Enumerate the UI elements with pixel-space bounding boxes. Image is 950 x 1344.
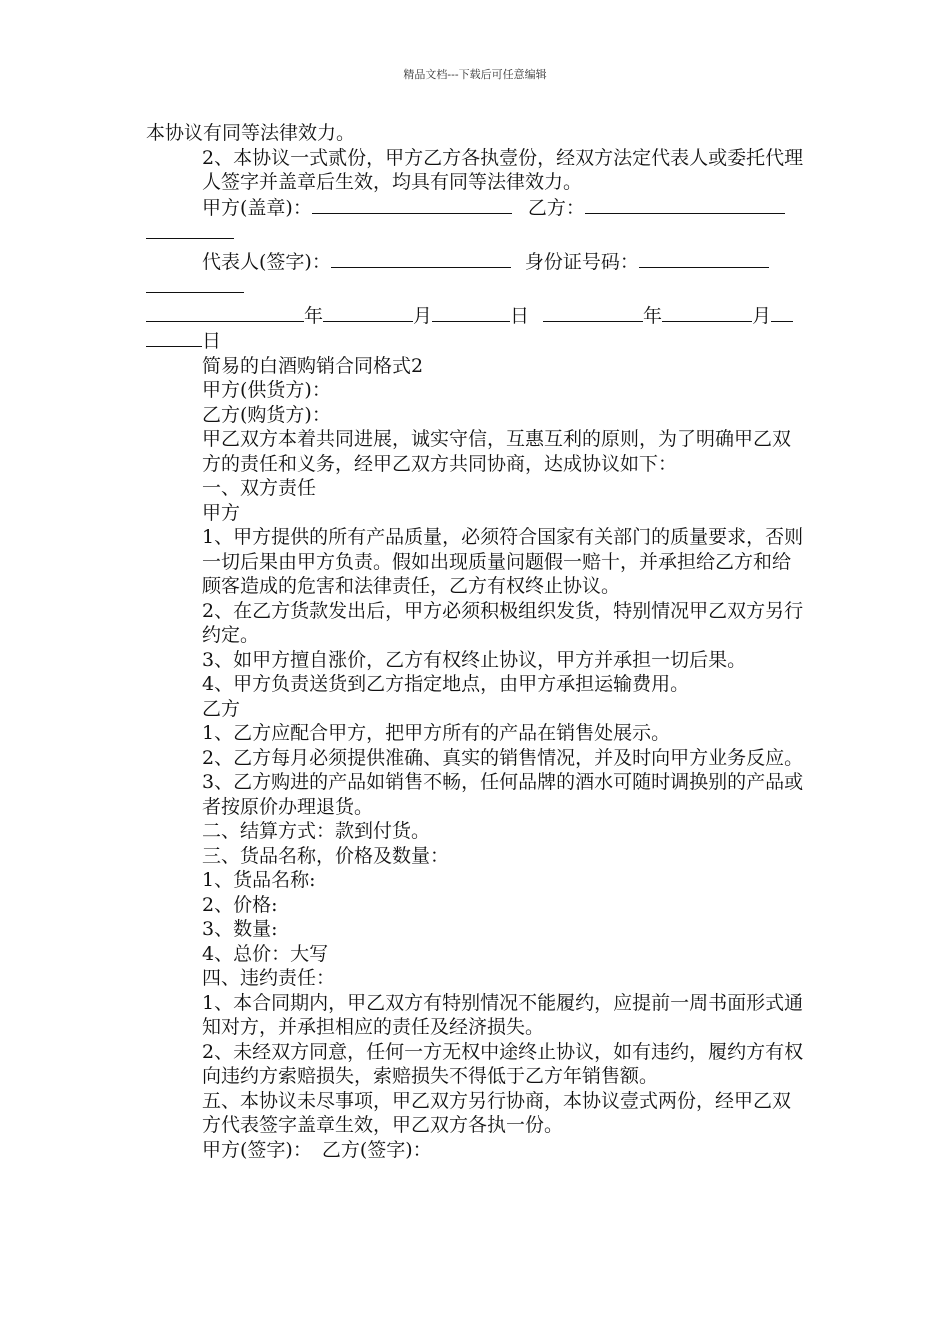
blank-field xyxy=(543,303,643,322)
blank-field xyxy=(146,274,244,293)
party-supplier: 甲方(供货方)： xyxy=(202,379,331,401)
label-month: 月 xyxy=(752,304,772,327)
label-rep-sign: 代表人(签字)： xyxy=(202,250,331,273)
label-id-number: 身份证号码： xyxy=(524,250,639,273)
blank-field xyxy=(146,220,234,239)
blank-continuation xyxy=(146,274,808,300)
blank-continuation xyxy=(146,220,808,246)
label-year: 年 xyxy=(304,304,324,327)
subsection-heading: 甲方 xyxy=(202,501,241,524)
label-day: 日 xyxy=(202,330,222,352)
clause: 1、甲方提供的所有产品质量，必须符合国家有关部门的质量要求，否则一切后果由甲方负责。假如出现质量问题假一赔十，并承担给乙方和给顾客造成的危害和法律责任，乙方有权终止协议。 xyxy=(202,526,804,597)
clause: 2、在乙方货款发出后，甲方必须积极组织发货，特别情况甲乙双方另行约定。 xyxy=(202,599,804,646)
blank-field xyxy=(585,195,785,214)
label-sign-a: 甲方(签字)： xyxy=(202,1138,312,1161)
blank-field xyxy=(146,328,202,347)
label-day: 日 xyxy=(510,304,530,327)
date-line xyxy=(146,303,808,329)
blank-field xyxy=(146,303,304,322)
blank-field xyxy=(312,195,512,214)
paragraph: 本协议有同等法律效力。 xyxy=(146,122,356,144)
section-heading: 一、双方责任 xyxy=(202,477,317,499)
list-item: 3、数量: xyxy=(202,918,278,940)
section-title: 简易的白酒购销合同格式2 xyxy=(202,354,424,377)
label-month: 月 xyxy=(413,304,433,327)
document-body xyxy=(146,121,808,1162)
blank-field xyxy=(331,249,511,268)
clause: 1、本合同期内，甲乙双方有特别情况不能履约，应提前一周书面形式通知对方，并承担相应的责任及经济损失。 xyxy=(202,991,804,1038)
paragraph: 2、本协议一式贰份，甲方乙方各执壹份，经双方法定代表人或委托代理人签字并盖章后生效，均具有同等法律效力。 xyxy=(202,146,804,193)
blank-field xyxy=(432,303,510,322)
list-item: 2、价格: xyxy=(202,893,278,916)
clause: 3、乙方购进的产品如销售不畅，任何品牌的酒水可随时调换别的产品或者按原价办理退货。 xyxy=(202,771,804,818)
blank-field xyxy=(323,303,413,322)
clause: 3、如甲方擅自涨价，乙方有权终止协议，甲方并承担一切后果。 xyxy=(202,648,747,671)
label-sign-b: 乙方(签字)： xyxy=(321,1138,432,1161)
list-item: 1、货品名称: xyxy=(202,869,316,891)
signature-row xyxy=(146,1138,808,1163)
section-heading: 三、货品名称，价格及数量： xyxy=(202,844,450,867)
paragraph: 甲乙双方本着共同进展，诚实守信，互惠互利的原则，为了明确甲乙双方的责任和义务，经甲乙双方共同协商，达成协议如下： xyxy=(202,428,792,475)
blank-field xyxy=(771,303,793,322)
blank-field xyxy=(639,249,769,268)
party-buyer: 乙方(购货方)： xyxy=(202,403,331,426)
clause: 2、乙方每月必须提供准确、真实的销售情况，并及时向甲方业务反应。 xyxy=(202,746,804,769)
clause: 4、甲方负责送货到乙方指定地点，由甲方承担运输费用。 xyxy=(202,673,690,695)
label-party-a-seal: 甲方(盖章)： xyxy=(202,196,312,219)
subsection-heading: 乙方 xyxy=(202,697,241,720)
date-line-continuation xyxy=(146,328,808,354)
section-heading: 二、结算方式：款到付货。 xyxy=(202,820,431,842)
blank-field xyxy=(662,303,752,322)
list-item: 4、总价：大写 xyxy=(202,942,329,965)
clause: 2、未经双方同意，任何一方无权中途终止协议，如有违约，履约方有权向违约方索赔损失，索赔损失不得低于乙方年销售额。 xyxy=(202,1040,804,1087)
clause: 五、本协议未尽事项，甲乙双方另行协商，本协议壹式两份，经甲乙双方代表签字盖章生效，甲乙双方各执一份。 xyxy=(202,1089,792,1136)
clause: 1、乙方应配合甲方，把甲方所有的产品在销售处展示。 xyxy=(202,722,671,744)
label-party-b: 乙方： xyxy=(527,196,585,219)
signature-line-seal xyxy=(146,195,808,221)
signature-line-rep xyxy=(146,249,808,275)
page-header: 精品文档---下载后可任意编辑 xyxy=(403,68,547,81)
section-heading: 四、违约责任： xyxy=(202,967,336,989)
label-year: 年 xyxy=(643,304,663,327)
